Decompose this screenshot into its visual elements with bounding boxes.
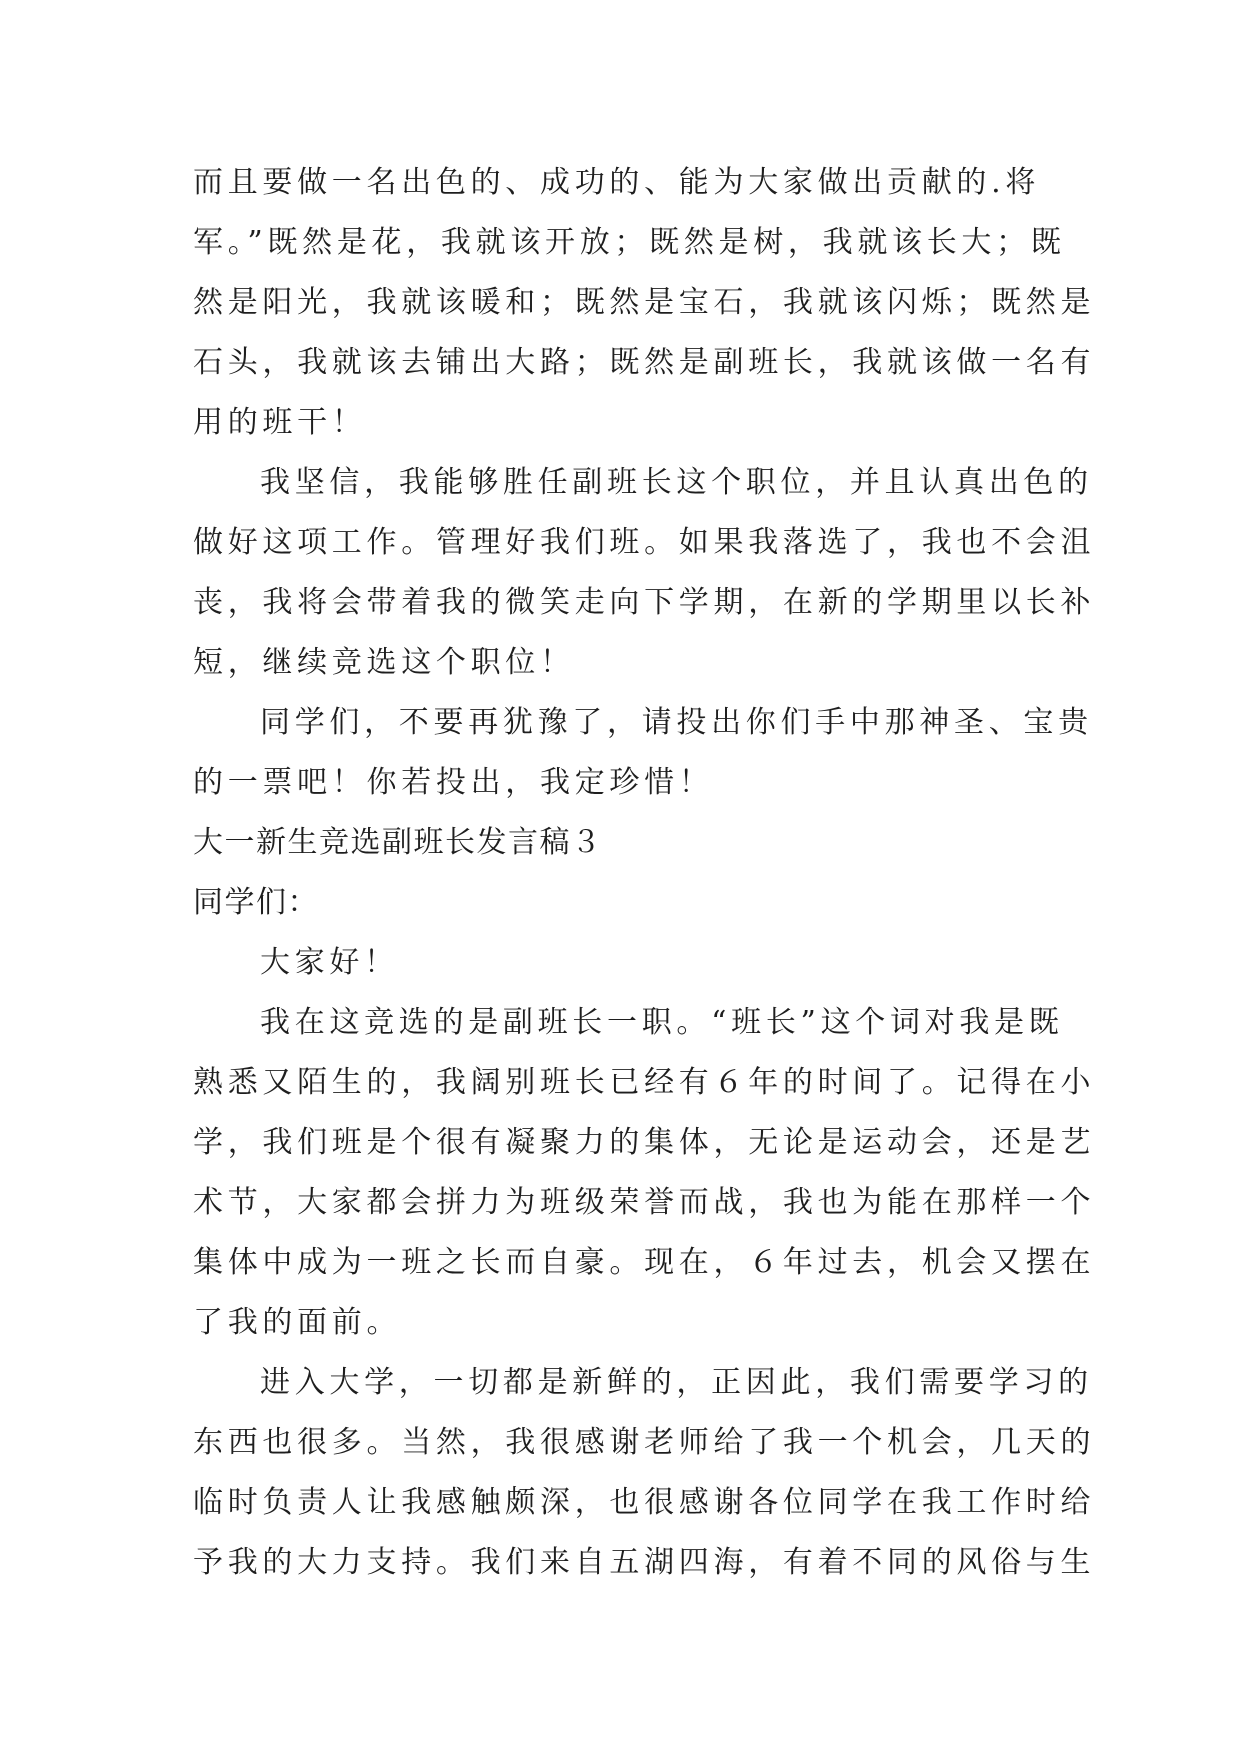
body-line: 临时负责人让我感触颇深，也很感谢各位同学在我工作时给 [193, 1485, 1096, 1520]
body-line: 短，继续竞选这个职位！ [193, 645, 575, 680]
paragraph-first-line: 同学们，不要再犹豫了，请投出你们手中那神圣、宝贵 [260, 705, 1093, 740]
body-line: 用的班干！ [193, 405, 367, 440]
salutation: 同学们： [193, 885, 319, 920]
body-line: 石头，我就该去铺出大路；既然是副班长，我就该做一名有 [193, 345, 1096, 380]
body-line: 学，我们班是个很有凝聚力的集体，无论是运动会，还是艺 [193, 1125, 1096, 1160]
body-line: 丧，我将会带着我的微笑走向下学期，在新的学期里以长补 [193, 585, 1096, 620]
body-line: 而且要做一名出色的、成功的、能为大家做出贡献的.将 [193, 165, 1041, 200]
body-line: 集体中成为一班之长而自豪。现在，６年过去，机会又摆在 [193, 1245, 1096, 1280]
body-line: 军。”既然是花，我就该开放；既然是树，我就该长大；既 [193, 225, 1066, 260]
body-line: 然是阳光，我就该暖和；既然是宝石，我就该闪烁；既然是 [193, 285, 1096, 320]
greeting: 大家好！ [260, 945, 399, 980]
paragraph-first-line: 我坚信，我能够胜任副班长这个职位，并且认真出色的 [260, 465, 1093, 500]
paragraph-first-line: 我在这竞选的是副班长一职。“班长”这个词对我是既 [260, 1005, 1064, 1040]
body-line: 予我的大力支持。我们来自五湖四海，有着不同的风俗与生 [193, 1545, 1096, 1580]
body-line: 东西也很多。当然，我很感谢老师给了我一个机会，几天的 [193, 1425, 1096, 1460]
body-line: 做好这项工作。管理好我们班。如果我落选了，我也不会沮 [193, 525, 1096, 560]
body-line: 了我的面前。 [193, 1305, 402, 1340]
paragraph-first-line: 进入大学，一切都是新鲜的，正因此，我们需要学习的 [260, 1365, 1093, 1400]
section-title: 大一新生竞选副班长发言稿３ [193, 825, 603, 860]
body-line: 熟悉又陌生的，我阔别班长已经有６年的时间了。记得在小 [193, 1065, 1096, 1100]
document-body [193, 153, 1096, 1593]
body-line: 术节，大家都会拼力为班级荣誉而战，我也为能在那样一个 [193, 1185, 1096, 1220]
body-line: 的一票吧！你若投出，我定珍惜！ [193, 765, 714, 800]
